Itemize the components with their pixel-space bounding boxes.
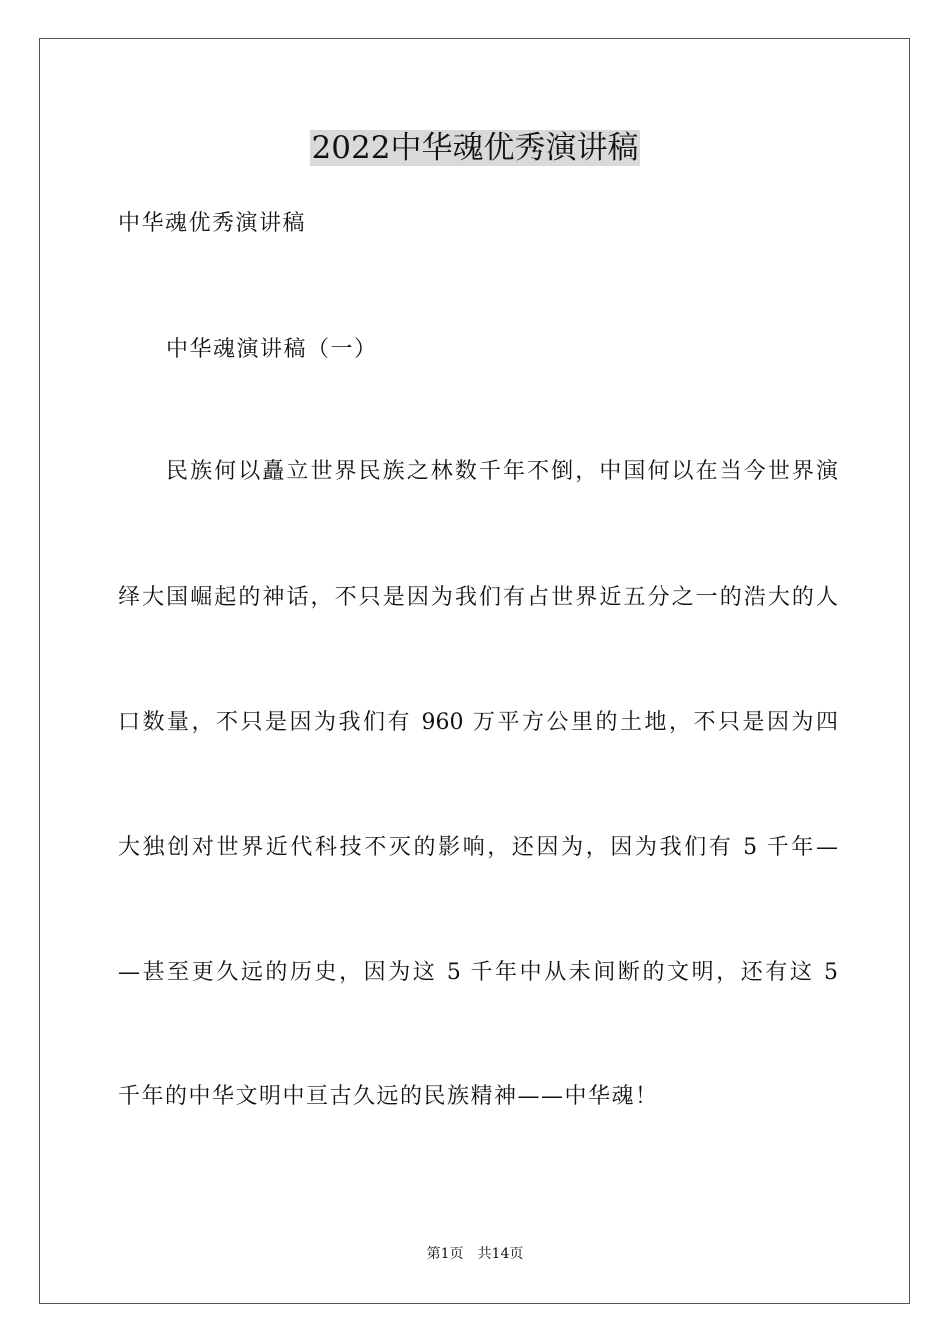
document-subtitle: 中华魂优秀演讲稿 <box>118 211 307 236</box>
paragraph-line-3: 口数量，不只是因为我们有 960 万平方公里的土地，不只是因为四 <box>118 710 838 735</box>
page-footer: 第1页 共14页 <box>426 1246 524 1262</box>
paragraph-line-5: —甚至更久远的历史，因为这 5 千年中从未间断的文明，还有这 5 <box>118 960 838 985</box>
paragraph-line-1: 民族何以矗立世界民族之林数千年不倒，中国何以在当今世界演 <box>166 459 838 484</box>
document-title <box>0 124 950 172</box>
section-heading: 中华魂演讲稿（一） <box>166 337 378 362</box>
paragraph-line-4: 大独创对世界近代科技不灭的影响，还因为，因为我们有 5 千年— <box>118 835 838 860</box>
document-title-text: 2022中华魂优秀演讲稿 <box>311 130 639 166</box>
paragraph-line-6: 千年的中华文明中亘古久远的民族精神——中华魂！ <box>118 1084 659 1109</box>
paragraph-line-2: 绎大国崛起的神话，不只是因为我们有占世界近五分之一的浩大的人 <box>118 585 838 610</box>
